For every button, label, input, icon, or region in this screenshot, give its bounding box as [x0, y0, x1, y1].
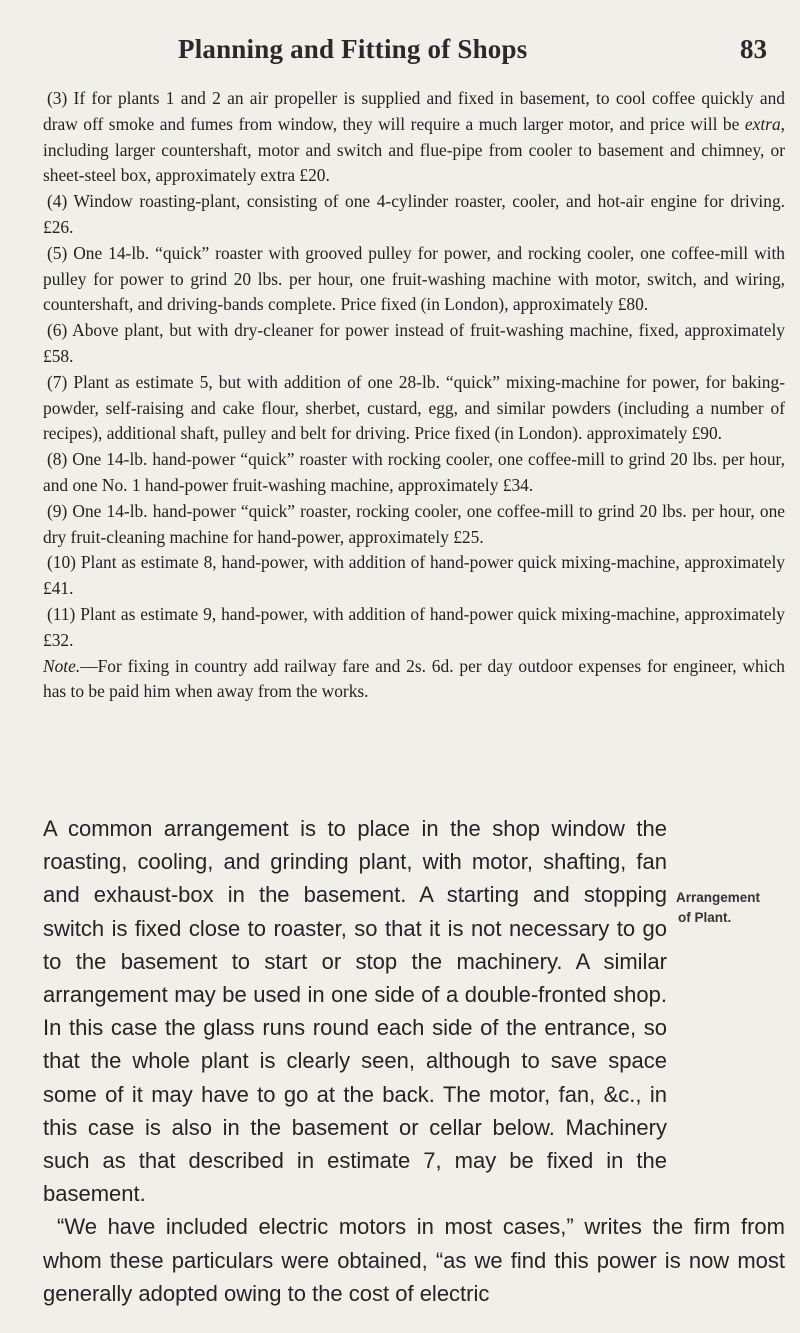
margin-note-line-2: of Plant. [678, 910, 732, 925]
estimate-3-emphasis: extra [744, 113, 781, 134]
note-text: —For fixing in country add railway fare and 2s. 6d. per day outdoor expenses for engineer, which has to be paid him when away from the works. [43, 655, 785, 702]
estimate-10: (10) Plant as estimate 8, hand-power, with addition of hand-power quick mixing-machine, approximately £41. [43, 552, 785, 599]
estimate-9: (9) One 14-lb. hand-power “quick” roaster, rocking cooler, one coffee-mill to grind 20 lbs. per hour, one dry fruit-cleaning machine for hand-power, approximately £25. [43, 500, 785, 547]
margin-note [676, 888, 794, 928]
estimate-6: (6) Above plant, but with dry-cleaner for power instead of fruit-washing machine, fixed, approximately £58. [43, 320, 785, 366]
body-paragraph-motors: “We have included electric motors in most cases,” writes the firm from whom these particulars were obtained, “as we find this power is now most generally adopted owing to the cost of electric [43, 1214, 785, 1306]
estimate-5: (5) One 14-lb. “quick” roaster with grooved pulley for power, and rocking cooler, one coffee-mill with pulley for power to grind 20 lbs. per hour, one fruit-washing machine with motor, switch, and wiring, countershaft, and driving-bands complete. Price fixed (in London), approximately £80. [43, 242, 785, 315]
estimate-7: (7) Plant as estimate 5, but with addition of one 28-lb. “quick” mixing-machine for power, for baking-powder, self-raising and cake flour, sherbet, custard, egg, and similar powders (including a number of recipes), additional shaft, pulley and belt for driving. Price fixed (in London). approximately £90. [43, 371, 785, 444]
estimate-3-text-b: , including larger countershaft, motor and switch and flue-pipe from cooler to basement and chimney, or sheet-steel box, approximately extra £20. [43, 113, 785, 186]
body-paragraph-arrangement: A common arrangement is to place in the shop window the roasting, cooling, and grinding plant, with motor, shafting, fan and exhaust-box in the basement. A starting and stopping switch is fixed close to roaster, so that it is not necessary to go to the basement to start or stop the machinery. A similar arrangement may be used in one side of a double-fronted shop. In this case the glass runs round each side of the entrance, so that the whole plant is clearly seen, although to save space some of it may have to go at the back. The motor, fan, &c., in this case is also in the basement or cellar below. Machinery such as that described in estimate 7, may be fixed in the basement. [43, 816, 667, 1207]
running-head [0, 28, 800, 68]
margin-note-line-1: Arrangement [676, 890, 761, 905]
page-number: 83 [740, 34, 767, 64]
estimate-11: (11) Plant as estimate 9, hand-power, with addition of hand-power quick mixing-machine, approximately £32. [43, 603, 785, 650]
note-label: Note. [43, 655, 81, 676]
chapter-title: Planning and Fitting of Shops [178, 34, 528, 64]
estimates-list [43, 86, 785, 705]
note-paragraph [43, 654, 785, 706]
body-text [43, 812, 785, 1310]
estimate-3-text-a: (3) If for plants 1 and 2 an air propeller is supplied and fixed in basement, to cool coffee quickly and draw off smoke and fumes from window, they will require a much larger motor, and price will be [43, 88, 785, 134]
estimate-4: (4) Window roasting-plant, consisting of one 4-cylinder roaster, cooler, and hot-air engine for driving. £26. [43, 191, 785, 237]
estimate-8: (8) One 14-lb. hand-power “quick” roaster with rocking cooler, one coffee-mill to grind 20 lbs. per hour, and one No. 1 hand-power fruit-washing machine, approximately £34. [43, 449, 785, 495]
estimate-3 [43, 86, 785, 189]
